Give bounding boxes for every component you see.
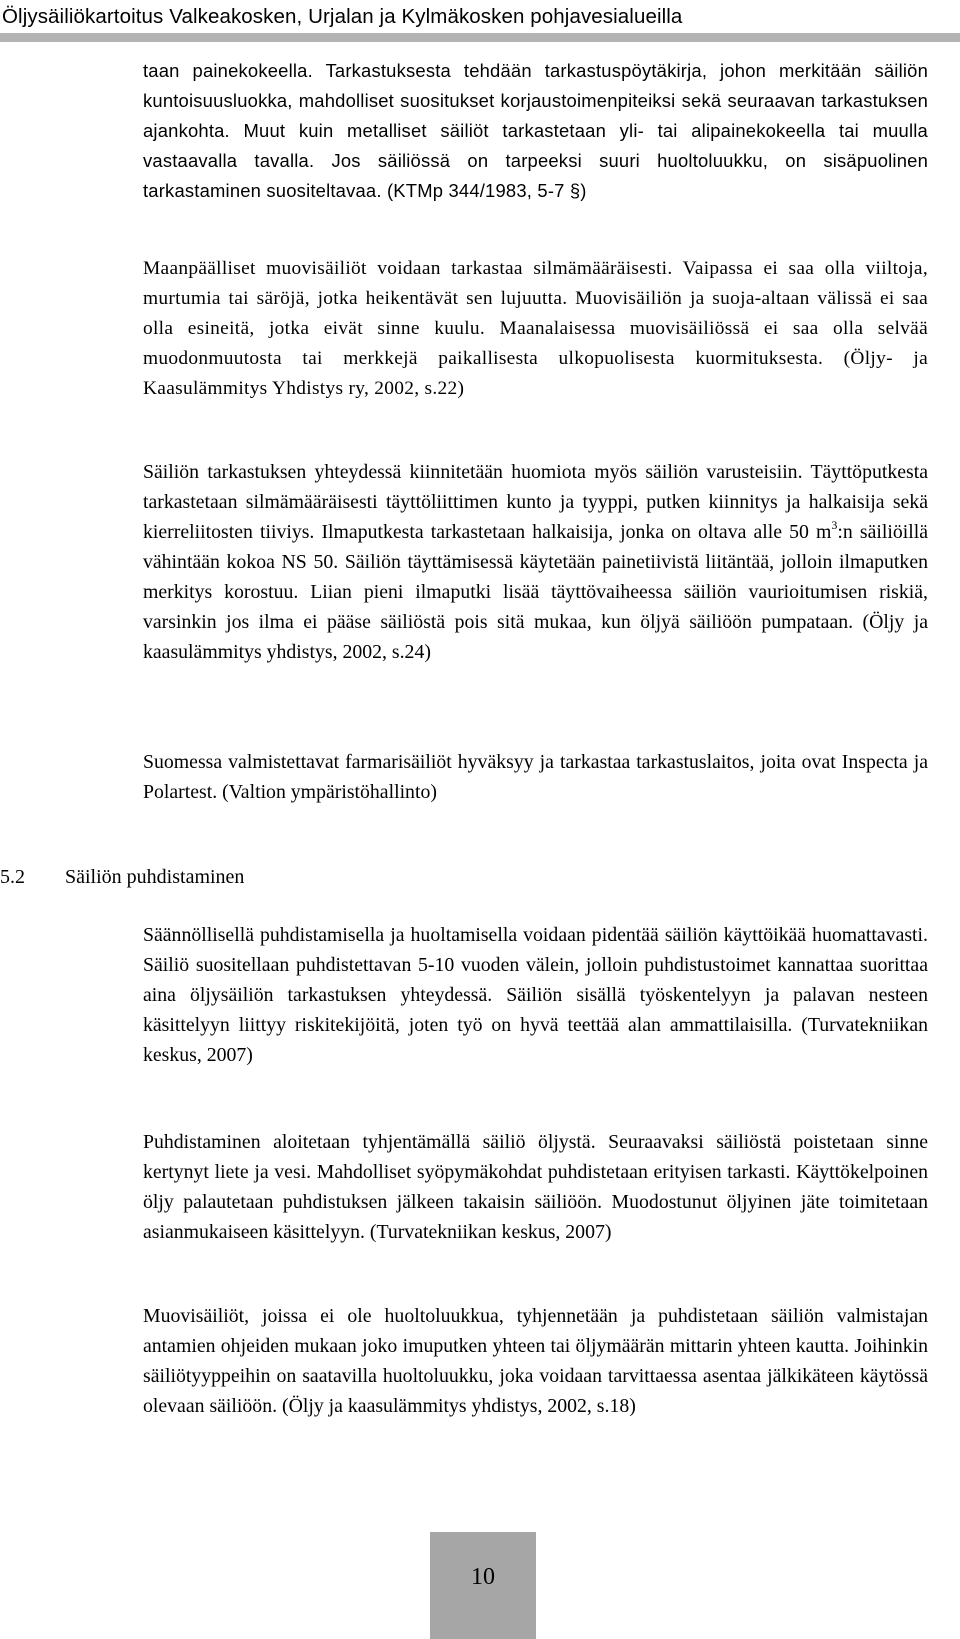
page-number-box bbox=[430, 1532, 536, 1639]
header-rule bbox=[0, 33, 960, 42]
document-title: Öljysäiliökartoitus Valkeakosken, Urjalan ja Kylmäkosken pohjavesialueilla bbox=[2, 5, 683, 28]
paragraph-inspection-report: taan painekokeella. Tarkastuksesta tehdään tarkastuspöytäkirja, johon merkitään säiliön kuntoisuusluokka, mahdolliset suositukset korjaustoimenpiteiksi sekä seuraavan tarkastuksen ajankohta. Muut kuin metalliset säiliöt tarkastetaan yli- tai alipainekokeella tai muulla vastaavalla tavalla. Jos säiliössä on tarpeeksi suuri huoltoluukku, on sisäpuolinen tarkastaminen suositeltavaa. (KTMp 344/1983, 5-7 §) bbox=[143, 60, 928, 201]
page-number: 10 bbox=[471, 1564, 495, 1590]
fittings-text-end: :n säiliöillä vähintään kokoa NS 50. Säiliön täyttämisessä käytetään painetiivistä liitäntää, jolloin ilmaputken merkitys korostuu. Liian pieni ilmaputki lisää täyttövaiheessa säiliön vaurioitumisen riskiä, varsinkin jos ilma ei pääse säiliöstä pois sitä mukaa, kun öljyä säiliöön pumpataan. (Öljy ja kaasulämmitys yhdistys, 2002, s.24) bbox=[143, 521, 928, 663]
section-title: Säiliön puhdistaminen bbox=[65, 866, 245, 888]
paragraph-plastic-tank-cleaning: Muovisäiliöt, joissa ei ole huoltoluukkua, tyhjennetään ja puhdistetaan säiliön valmistajan antamien ohjeiden mukaan joko imuputken yhteen tai öljymäärän mittarin yhteen kautta. Joihinkin säiliötyyppeihin on saatavilla huoltoluukku, joka voidaan tarvittaessa asentaa jälkikäteen käytössä olevaan säiliöön. (Öljy ja kaasulämmitys yhdistys, 2002, s.18) bbox=[143, 1305, 928, 1417]
paragraph-farm-tanks: Suomessa valmistettavat farmarisäiliöt hyväksyy ja tarkastaa tarkastuslaitos, joita ovat Inspecta ja Polartest. (Valtion ympäristöhallinto) bbox=[143, 751, 928, 803]
paragraph-tank-fittings bbox=[143, 457, 928, 667]
page-header bbox=[0, 0, 960, 44]
fittings-text-start: Säiliön tarkastuksen yhteydessä kiinnitetään huomiota myös säiliön varusteisiin. Täyttöputkesta tarkastetaan silmämääräisesti täyttöliittimen kunto ja tyyppi, putken kiinnitys ja halkaisija sekä kierreliitosten tiiviys. Ilmaputkesta tarkastetaan halkaisija, jonka on oltava alle 50 m bbox=[143, 461, 928, 543]
paragraph-plastic-tanks-inspection: Maanpäälliset muovisäiliöt voidaan tarkastaa silmämääräisesti. Vaipassa ei saa olla viiltoja, murtumia tai säröjä, jotka heikentävät sen lujuutta. Muovisäiliön ja suoja-altaan välissä ei saa olla esineitä, jotka eivät sinne kuulu. Maanalaisessa muovisäiliössä ei saa olla selvää muodonmuutosta tai merkkejä paikallisesta ulkopuolisesta kuormituksesta. (Öljy- ja Kaasulämmitys Yhdistys ry, 2002, s.22) bbox=[143, 258, 928, 399]
paragraph-cleaning-procedure: Puhdistaminen aloitetaan tyhjentämällä säiliö öljystä. Seuraavaksi säiliöstä poistetaan sinne kertynyt liete ja vesi. Mahdolliset syöpymäkohdat puhdistetaan erityisen tarkasti. Käyttökelpoinen öljy palautetaan puhdistuksen jälkeen takaisin säiliöön. Muodostunut öljyinen jäte toimitetaan asianmukaiseen käsittelyyn. (Turvatekniikan keskus, 2007) bbox=[143, 1131, 928, 1243]
paragraph-regular-cleaning: Säännöllisellä puhdistamisella ja huoltamisella voidaan pidentää säiliön käyttöikää huomattavasti. Säiliö suositellaan puhdistettavan 5-10 vuoden välein, jolloin puhdistustoimet kannattaa suorittaa aina öljysäiliön tarkastuksen yhteydessä. Säiliön sisällä työskentelyyn ja palavan nesteen käsittelyyn liittyy riskitekijöitä, joten työ on hyvä teettää alan ammattilaisilla. (Turvatekniikan keskus, 2007) bbox=[143, 924, 928, 1066]
section-heading bbox=[0, 862, 244, 892]
section-number: 5.2 bbox=[0, 866, 25, 888]
superscript-cubic: 3 bbox=[831, 518, 838, 532]
